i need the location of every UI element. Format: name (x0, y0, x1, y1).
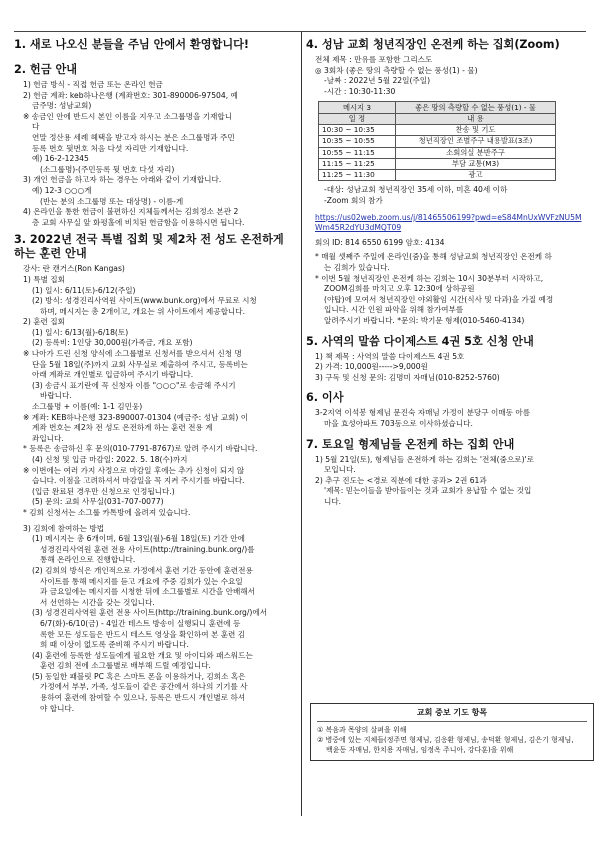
text-line: 4) 온라인을 통한 헌금이 불편하신 지체들께서는 김희정소 본관 2 (23, 207, 239, 217)
text-line: (4) 훈련에 등록한 성도들에게 필요한 개요 및 아이디와 패스워드는 (32, 650, 253, 660)
text-line: 1) 헌금 방식 - 직접 헌금 또는 온라인 헌금 (23, 80, 163, 89)
text-line: 는 김희가 있습니다. (324, 263, 390, 273)
text-line: 6/7(화)-6/10(금) - 4일간 테스트 방송이 실행되니 훈련에 등 (40, 618, 241, 628)
text-line: ZOOM김희를 마치고 오후 12:30에 상하공원 (324, 284, 475, 294)
text-line: 3) 구독 및 신청 문의: 김명미 자매님(010-8252-5760) (315, 372, 500, 382)
text-line: (3) 성경진리사역원 훈련 전용 사이트(http://training.bunk.org/)에서 (32, 608, 268, 618)
table-cell: 내 용 (396, 113, 556, 124)
schedule-table (318, 101, 556, 181)
column-divider (301, 32, 302, 816)
text-line: * 등록은 송금하신 후 문의(010-7791-8767)로 알려 주시기 바랍니다. (23, 444, 258, 454)
text-line: 연말 정산용 세례 헤택을 받고자 하시는 분은 소그룹명과 주민 (32, 132, 235, 142)
text-line: (5) 문의: 교회 사무실(031-707-0077) (32, 497, 164, 507)
text-line: * 이번 5월 청년직장인 온전케 하는 김희는 10시 30분부터 시작하고, (315, 273, 544, 283)
left-column (14, 32, 296, 714)
text-line: 야 합니다. (40, 703, 75, 713)
text-line: 사이트를 통해 메시지를 듣고 개요에 주중 김희가 있는 수요일 (40, 576, 243, 586)
prayer-request-box (310, 703, 594, 761)
text-line: 모입니다. (324, 465, 356, 475)
text-line: (2) 김희의 방식은 개인적으로 가정에서 훈련 기간 동안에 훈련전용 (32, 565, 253, 575)
table-cell: 청년직장인 조별주구 내용발표(3조) (396, 136, 556, 147)
prayer-item: ① 복음과 목양의 살펴을 위해 (317, 726, 407, 734)
text-line: (5) 동일한 패블릿 PC 혹은 스마트 폰을 이용하거나, 김희소 혹은 (32, 671, 246, 681)
table-cell: 10:35 ~ 10:55 (319, 136, 396, 147)
bulletin-page (14, 32, 586, 816)
text-line: 등록 번호 뒷번호 처음 다섯 자리만 기재합니다. (32, 143, 189, 153)
table-cell: 11:25 ~ 11:30 (319, 170, 396, 181)
text-line: 록한 모든 성도들은 반드시 테스트 영상을 확인하여 본 훈련 김 (40, 629, 246, 639)
text-line: 예) 16-2-12345 (32, 154, 89, 164)
section-2-title: 2. 헌금 안내 (14, 63, 78, 76)
text-line: 예) 12-3 ○○○게 (32, 185, 92, 195)
table-cell: 좋은 땅의 측량할 수 없는 풍성(1) - 물 (396, 102, 556, 113)
text-line: 3-2지역 이석봉 형제님 문진숙 자매님 가정이 분당구 이매동 아름 (315, 408, 531, 418)
text-line: 층 교회 사무실 앞 화평홀에 비치된 헌금함을 이용하시면 됩니다. (32, 217, 245, 227)
text-line: 과 금요일에는 메시지를 시청한 뒤에 소그룹별로 시간을 안배해서 (40, 587, 255, 597)
text-line: -Zoom 회의 참가 (324, 196, 383, 206)
text-line: 전체 제목 : 만유를 포함한 그리스도 (315, 55, 433, 64)
text-line: 1) 특별 집회 (23, 274, 65, 284)
section-6-title: 6. 이사 (306, 391, 344, 405)
text-line: 입니다. 시간 인원 파악을 위해 참가여부를 (324, 305, 464, 315)
text-line: 금주명: 성남교회) (32, 101, 92, 111)
table-cell: 메시지 3 (319, 102, 396, 113)
section-1-title: 1. 새로 나오신 분들을 주님 안에서 환영합니다! (14, 38, 250, 51)
zoom-meeting-id: 회의 ID: 814 6550 6199 암호: 4134 (315, 237, 445, 247)
text-line: 1) 책 제목 : 사역의 말씀 다이제스트 4권 5호 (315, 351, 465, 361)
text-line: 하며, 메시지는 총 2개이고, 개요는 위 사이트에서 제공합니다. (40, 306, 246, 316)
table-row (319, 124, 556, 135)
text-line: 1) 5월 21일(토), 형제님들 온전하게 하는 김희는 '전체(줌으로)'로 (315, 454, 535, 464)
table-cell: 11:15 ~ 11:25 (319, 158, 396, 169)
table-row (319, 170, 556, 181)
text-line: 소그룹명 + 이름(예: 1-1 김민웅) (32, 402, 143, 412)
text-line: 바랍니다. (40, 391, 72, 401)
zoom-link[interactable]: https://us02web.zoom.us/j/81465506199?pwd=eS84MnUxWVFzNU5MWm45R2dYU3dMQT09 (315, 212, 582, 233)
text-line: 2) 가격: 10,000원----->9,000원 (315, 362, 428, 372)
text-line: (반는 분의 소그룹명 또는 대상명) - 이름-게 (40, 196, 184, 206)
table-cell: 찬송 및 기도 (396, 124, 556, 135)
text-line: -대상: 성남교회 청년직장인 35세 이하, 미혼 40세 이하 (324, 185, 508, 195)
text-line: 통해 온라인으로 진행합니다. (40, 555, 136, 565)
text-line: 2) 헌금 계좌: keb하나은행 (계좌번호: 301-890006-97504, 예 (23, 90, 238, 100)
table-cell: 10:30 ~ 10:35 (319, 124, 396, 135)
table-cell: 소회의실 분반주구 (396, 147, 556, 158)
table-row (319, 147, 556, 158)
text-line: 알려주시기 바랍니다. *문의: 박기문 형제(010-5460-4134) (324, 315, 525, 325)
text-line: 좌입니다. (32, 433, 64, 443)
text-line: 니다. (324, 496, 342, 506)
prayer-item: ② 병중에 있는 지체들(정주면 형제님, 김응환 형제님, 송덕환 형제님, 김은기 형제님, (317, 736, 574, 744)
text-line: ※ 이번에는 여러 가지 사정으로 마감일 후에는 추가 신청이 되지 않 (23, 465, 245, 475)
text-line: 용하여 훈련에 참여할 수 있으나, 등록은 반드시 개인별로 하셔 (40, 693, 246, 703)
speaker: 강사: 란 캔거스(Ron Kangas) (23, 264, 125, 274)
text-line: * 매월 셋째주 주일에 온라인(줌)을 통해 성남교회 청년직장인 온전케 하 (315, 252, 552, 262)
text-line: 3) 개인 헌금을 하고자 하는 경우는 아래와 같이 기재합니다. (23, 175, 222, 185)
text-line: 습니다. 이점을 고려하셔서 마감일을 꼭 지켜 주시기를 바랍니다. (32, 476, 245, 486)
text-line: (4) 신청 및 입금 마감일: 2022. 5. 18(수)까지 (32, 455, 188, 464)
text-line: (1) 메시지는 총 6개이며, 6월 13일(월)-6월 18일(토) 기간 안에 (32, 534, 245, 544)
text-line: 가정에서 부부, 가족, 성도들이 같은 공간에서 하나의 기기를 사 (40, 682, 248, 692)
prayer-item: 백윤동 자매님, 한치용 자매님, 임정옥 주니아, 강다훈)을 위해 (326, 746, 514, 754)
section-5-title: 5. 사역의 말씀 다이제스트 4권 5호 신청 안내 (306, 334, 534, 348)
text-line: (2) 등록비: 1인당 30,000원(가족금, 개요 포함) (32, 338, 193, 348)
text-line: 다 (32, 122, 40, 132)
text-line: (입금 완료된 경우만 신청으로 인정됩니다.) (32, 486, 175, 496)
text-line: (3) 송금시 표기란에 꼭 신청자 이름 "○○○"로 송금해 주시기 (32, 380, 236, 390)
table-row (319, 102, 556, 113)
text-line: 희 때 이상이 없도록 준비해 주시기 바랍니다. (40, 640, 189, 650)
text-line: '제목: 믿는이들을 받아들이는 것과 교회가 용납할 수 없는 것입 (324, 486, 532, 496)
text-line: (1) 일시: 6/11(토)-6/12(주일) (32, 285, 136, 295)
text-line: (소그룹명)-(주민등록 뒷 번호 다섯 자리) (40, 164, 175, 174)
text-line: ◎ 3회차 (좋은 땅의 측량할 수 없는 풍성(1) - 물) (315, 65, 478, 75)
section-4-title: 4. 성남 교회 청년직장인 온전케 하는 집회(Zoom) (306, 38, 560, 51)
right-column (306, 32, 586, 754)
text-line: (2) 방식: 성경진리사역원 사이트(www.bunk.org)에서 무료로 시청 (32, 296, 257, 306)
section-3-title: 3. 2022년 전국 특별 집회 및 제2차 전 성도 온전하게 하는 훈련 안내 (14, 233, 284, 261)
section-7-title: 7. 토요일 형제님들 온전케 하는 집회 안내 (306, 437, 515, 451)
text-line: 훈련 김희 전에 소그룹별로 배부해 드릴 예정입니다. (40, 661, 211, 671)
text-line: 아래 계좌로 개인별로 입금하여 주시기 바랍니다. (32, 370, 194, 380)
table-row (319, 158, 556, 169)
text-line: ※ 계좌: KEB하나은행 323-890007-01304 (예금주: 성남 교회) 이 (23, 412, 249, 422)
text-line: 서 선언하는 시간을 갖는 것입니다. (40, 597, 155, 607)
text-line: 단을 5월 18일(주)까지 교회 사무실로 제출하여 주시고, 등록비는 (32, 359, 248, 369)
text-line: ※ 송금인 안에 반드시 본인 이름을 지우고 소그룹명을 기재합니 (23, 111, 233, 121)
table-row (319, 113, 556, 124)
table-cell: 일 정 (319, 113, 396, 124)
table-cell: 광고 (396, 170, 556, 181)
text-line: -날짜 : 2022년 5월 22일(주일) (324, 76, 431, 86)
text-line: 2) 훈련 집회 (23, 317, 65, 327)
text-line: 계좌 번호는 제2차 전 성도 온전하게 하는 훈련 전용 계 (32, 423, 213, 433)
text-line: 3) 김희에 참여하는 방법 (23, 523, 105, 533)
prayer-title: 교회 중보 기도 항목 (317, 707, 587, 722)
table-row (319, 136, 556, 147)
text-line: -시간 : 10:30-11:30 (324, 86, 396, 96)
table-cell: 부담 교통(M3) (396, 158, 556, 169)
text-line: (야탑)에 모여서 청년직장인 야외활임 시간(식사 및 다과)을 가질 예정 (324, 294, 554, 304)
text-line: 성경진리사역원 훈련 전용 사이트(http://training.bunk.org/)를 (40, 544, 255, 554)
text-line: 2) 추구 진도는 <경로 직분에 대한 공과> 2권 61과 (315, 475, 487, 485)
text-line: ※ 나아가 드린 신청 양식에 소그룹별로 신청서를 받으셔서 신청 명 (23, 349, 242, 359)
text-line: 마을 효성아파트 703동으로 이사하셨습니다. (324, 418, 473, 428)
text-line: (1) 일시: 6/13(월)-6/18(토) (32, 327, 129, 337)
text-line: * 김희 신청서는 소그룹 카톡방에 올려져 있습니다. (23, 507, 191, 517)
table-cell: 10:55 ~ 11:15 (319, 147, 396, 158)
